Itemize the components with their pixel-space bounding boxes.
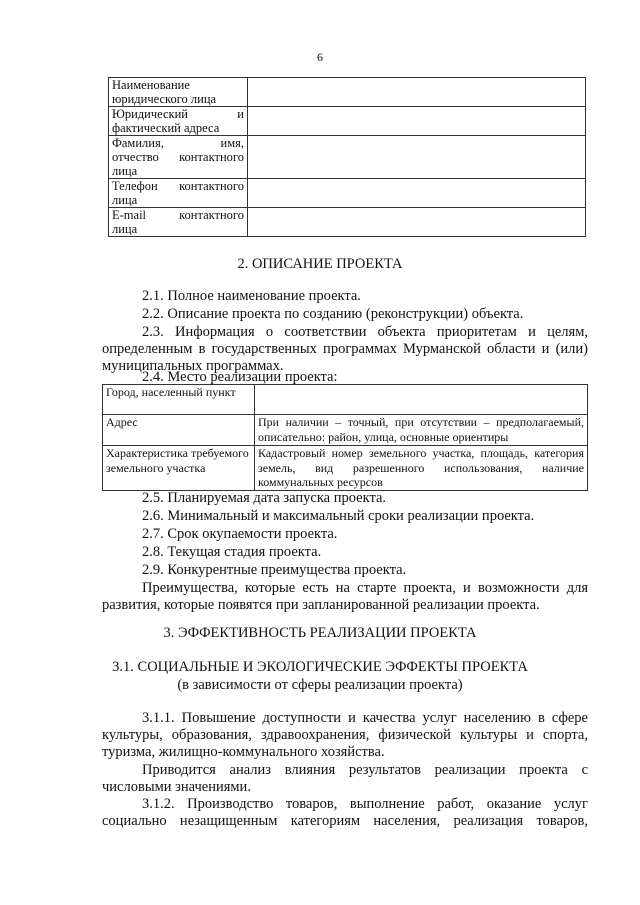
- item-3-1-2: 3.1.2. Производство товаров, выполнение работ, оказание услуг социально незащищенным категориям населения, реализация товаров,: [102, 796, 588, 829]
- table-row: [103, 385, 588, 415]
- item-2-2: 2.2. Описание проекта по созданию (реконструкции) объекта.: [142, 306, 524, 322]
- table-row: [103, 415, 588, 446]
- table-cell-label: Адрес: [103, 415, 255, 446]
- table-cell-value: [248, 208, 586, 237]
- table-cell-value: [255, 385, 588, 415]
- table-cell-label: Фамилия, имя, отчество контактного лица: [109, 136, 248, 179]
- item-2-8: 2.8. Текущая стадия проекта.: [142, 544, 322, 560]
- item-2-5: 2.5. Планируемая дата запуска проекта.: [142, 490, 387, 506]
- section-3-heading: 3. ЭФФЕКТИВНОСТЬ РЕАЛИЗАЦИИ ПРОЕКТА: [163, 625, 477, 641]
- table-cell-label: Юридический и фактический адреса: [109, 107, 248, 136]
- location-table: [102, 384, 588, 491]
- section-3-1-heading: 3.1. СОЦИАЛЬНЫЕ И ЭКОЛОГИЧЕСКИЕ ЭФФЕКТЫ ПРОЕКТА: [112, 659, 528, 675]
- item-2-1: 2.1. Полное наименование проекта.: [142, 288, 361, 304]
- contact-info-table: [108, 77, 586, 237]
- table-row: [109, 136, 586, 179]
- table-cell-label: Наименование юридического лица: [109, 78, 248, 107]
- table-row: [109, 78, 586, 107]
- item-2-4: 2.4. Место реализации проекта:: [142, 369, 338, 385]
- item-2-3: 2.3. Информация о соответствии объекта приоритетам и целям, определенным в государственных программах Мурманской области и (или) муниципальных программах.: [102, 324, 588, 374]
- table-cell-value: [248, 78, 586, 107]
- table-cell-value: [248, 107, 586, 136]
- table-row: [109, 208, 586, 237]
- section-2-heading: 2. ОПИСАНИЕ ПРОЕКТА: [237, 256, 403, 272]
- table-cell-label: Город, населенный пункт: [103, 385, 255, 415]
- table-cell-value: [248, 179, 586, 208]
- advantages-paragraph: Преимущества, которые есть на старте проекта, и возможности для развития, которые появятся при запланированной реализации проекта.: [102, 580, 588, 613]
- item-2-7: 2.7. Срок окупаемости проекта.: [142, 526, 338, 542]
- page-number: 6: [317, 50, 323, 64]
- table-cell-label: E-mail контактного лица: [109, 208, 248, 237]
- table-cell-label: Телефон контактного лица: [109, 179, 248, 208]
- table-cell-value: Кадастровый номер земельного участка, площадь, категория земель, вид разрешенного использования, наличие коммунальных ресурсов: [255, 446, 588, 491]
- table-row: [109, 179, 586, 208]
- table-cell-value: При наличии – точный, при отсутствии – предполагаемый, описательно: район, улица, основные ориентиры: [255, 415, 588, 446]
- analysis-paragraph: Приводится анализ влияния результатов реализации проекта с числовыми значениями.: [102, 762, 588, 795]
- item-2-6: 2.6. Минимальный и максимальный сроки реализации проекта.: [142, 508, 535, 524]
- table-row: [103, 446, 588, 491]
- item-2-9: 2.9. Конкурентные преимущества проекта.: [142, 562, 407, 578]
- section-3-1-note: (в зависимости от сферы реализации проекта): [177, 677, 463, 693]
- item-3-1-1: 3.1.1. Повышение доступности и качества услуг населению в сфере культуры, образования, здравоохранения, физической культуры и спорта, туризма, жилищно-коммунального хозяйства.: [102, 710, 588, 760]
- table-cell-label: Характеристика требуемого земельного участка: [103, 446, 255, 491]
- table-row: [109, 107, 586, 136]
- table-cell-value: [248, 136, 586, 179]
